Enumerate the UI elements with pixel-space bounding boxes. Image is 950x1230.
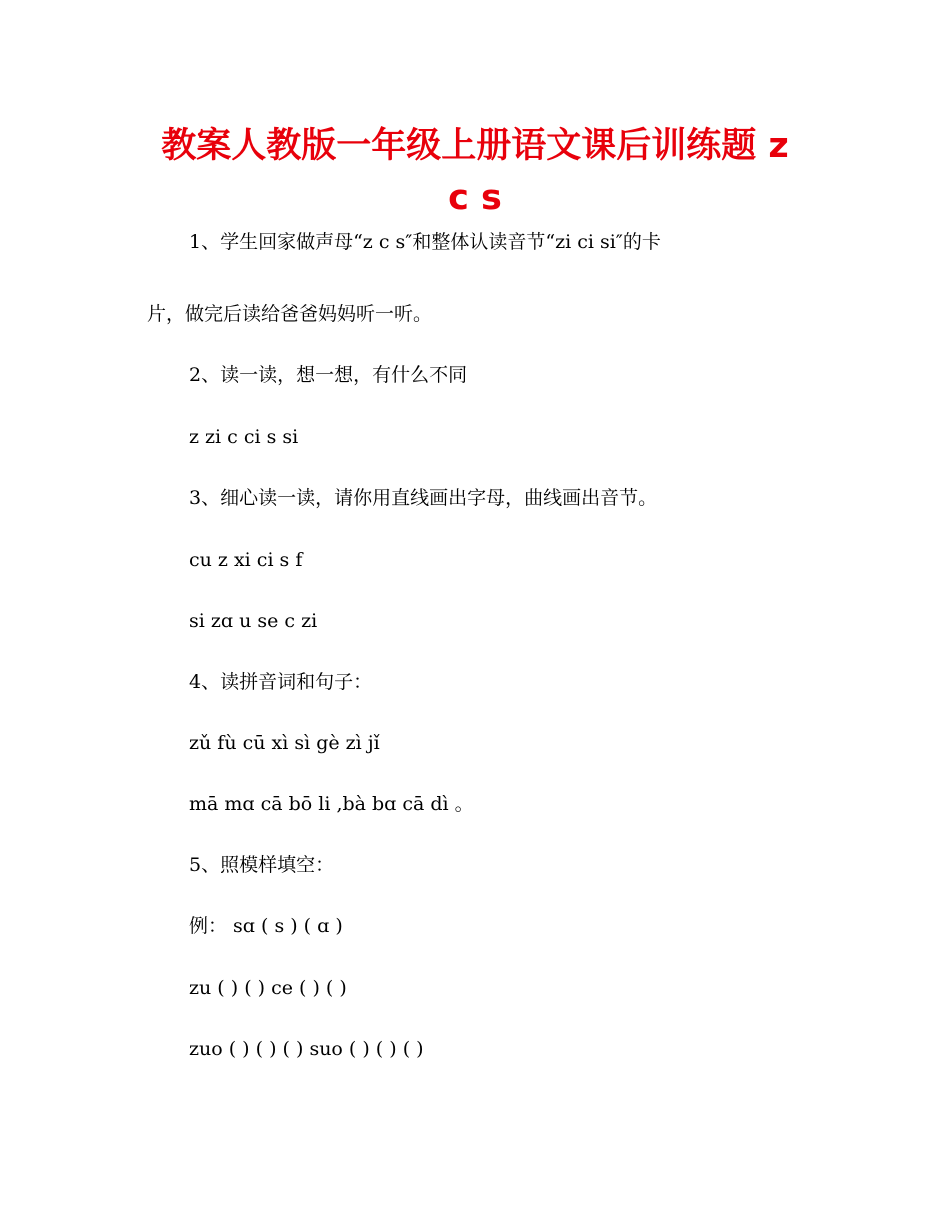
exercise-2-heading: 2、读一读，想一想，有什么不同 (189, 364, 468, 386)
exercise-4-words: zǔ fù cū xì sì gè zì jǐ (189, 732, 380, 754)
document-title (150, 120, 800, 224)
exercise-1-text: 1、学生回家做声母“z c s″和整体认读音节“zi ci si″的卡 (189, 231, 661, 253)
exercise-4-heading: 4、读拼音词和句子： (189, 671, 373, 693)
exercise-3-pinyin-row-1: cu z xi ci s f (189, 549, 303, 571)
exercise-3-heading: 3、细心读一读，请你用直线画出字母，曲线画出音节。 (189, 487, 658, 509)
exercise-5-example: 例： sɑ ( s ) ( ɑ ) (189, 915, 343, 937)
exercise-5-row-2: zuo ( ) ( ) ( ) suo ( ) ( ) ( ) (189, 1038, 424, 1060)
exercise-2-pinyin: z zi c ci s si (189, 426, 299, 448)
title-line-1: 教案人教版一年级上册语文课后训练题 z (161, 126, 789, 166)
exercise-1-continuation: 片，做完后读给爸爸妈妈听一听。 (147, 303, 433, 325)
exercise-5-row-1: zu ( ) ( ) ce ( ) ( ) (189, 977, 347, 999)
exercise-4-sentence: mā mɑ cā bō li ,bà bɑ cā dì 。 (189, 793, 474, 815)
exercise-3-pinyin-row-2: si zɑ u se c zi (189, 610, 318, 632)
title-line-2: c s (448, 178, 502, 218)
exercise-5-heading: 5、照模样填空： (189, 854, 335, 876)
